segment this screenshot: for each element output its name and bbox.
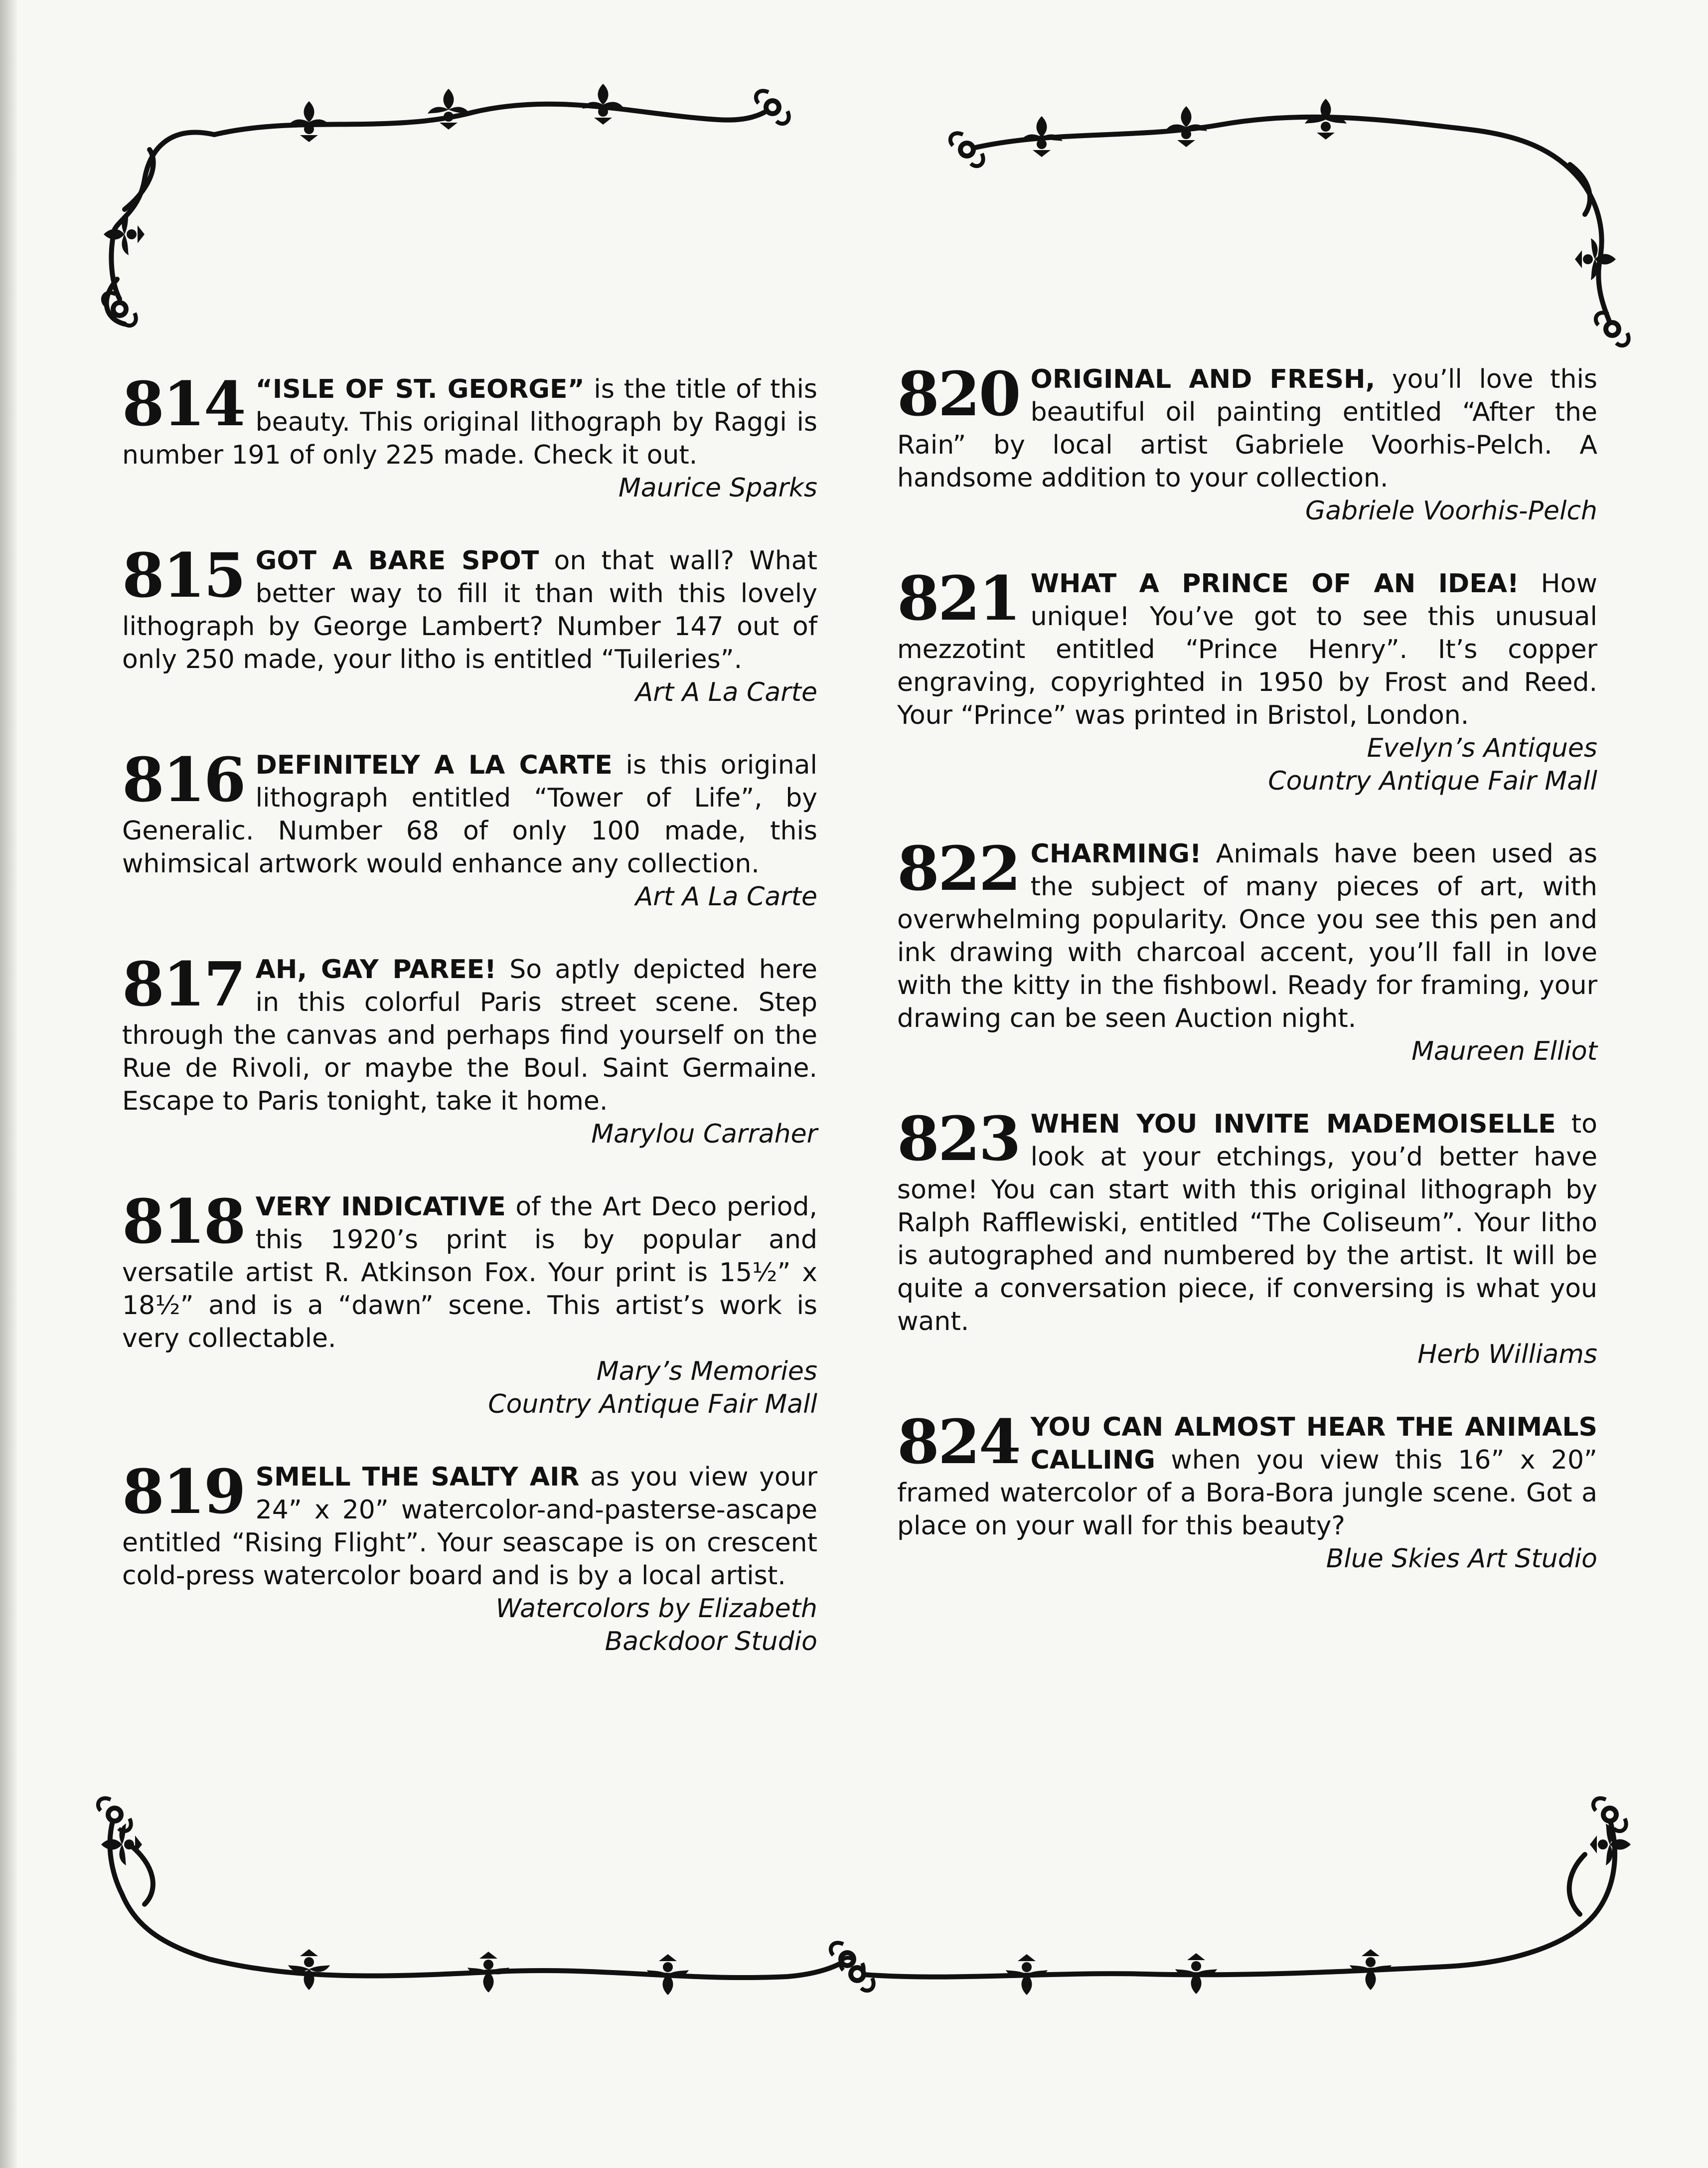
item-headline: CHARMING!: [1030, 839, 1202, 869]
auction-item-824: [897, 1406, 1597, 1575]
top-left-scroll-ornament: [107, 104, 773, 324]
item-headline: GOT A BARE SPOT: [255, 546, 539, 576]
item-donor: Blue Skies Art Studio: [1326, 1544, 1597, 1574]
auction-item-820: [897, 358, 1597, 527]
auction-item-814: [122, 368, 817, 504]
item-donor-location: Backdoor Studio: [605, 1627, 817, 1657]
item-description: is this original lithograph entitled “Tower of Life”, by Generalic. Number 68 of only 100 made, this whimsical artwork would enhance any collection.: [122, 750, 817, 879]
item-headline: WHEN YOU INVITE MADEMOISELLE: [1030, 1109, 1556, 1139]
item-headline: YOU CAN ALMOST HEAR THE ANIMALS CALLING: [1030, 1412, 1597, 1475]
item-donor: Marylou Carraher: [591, 1119, 817, 1149]
item-description: of the Art Deco period, this 1920’s print is by popular and versatile artist R. Atkinson Fox. Your print is 15½” x 18½” and is a “dawn” scene. This artist’s work is very collectable.: [122, 1192, 817, 1353]
item-number: 821: [897, 562, 1020, 634]
item-donor: Gabriele Voorhis-Pelch: [1305, 496, 1597, 526]
item-donor-location: Country Antique Fair Mall: [1268, 766, 1597, 796]
item-donor: Evelyn’s Antiques: [1367, 733, 1597, 763]
item-description: So aptly depicted here in this colorful Paris street scene. Step through the canvas and perhaps find yourself on the Rue de Rivoli, or maybe the Boul. Saint Germaine. Escape to Paris tonight, take it home.: [122, 955, 817, 1116]
item-description: you’ll love this beautiful oil painting entitled “After the Rain” by local artist Gabriele Voorhis-Pelch. A handsome addition to your collection.: [897, 364, 1597, 493]
item-headline: WHAT A PRINCE OF AN IDEA!: [1030, 569, 1519, 599]
item-headline: SMELL THE SALTY AIR: [255, 1462, 580, 1492]
item-headline: “ISLE OF ST. GEORGE”: [255, 374, 585, 404]
item-description: as you view your 24” x 20” watercolor-and-pasterse-ascape entitled “Rising Flight”. Your seascape is on crescent cold-press watercolor board and is by a local artist.: [122, 1462, 817, 1591]
item-number: 824: [897, 1406, 1020, 1478]
item-donor: Herb Williams: [1417, 1339, 1597, 1369]
item-description: How unique! You’ve got to see this unusual mezzotint entitled “Prince Henry”. It’s copper engraving, copyrighted in 1950 by Frost and Reed. Your “Prince” was printed in Bristol, London.: [897, 569, 1597, 730]
item-donor: Maureen Elliot: [1411, 1036, 1597, 1066]
item-description: to look at your etchings, you’d better have some! You can start with this original lithograph by Ralph Rafflewiski, entitled “The Coliseum”. Your litho is autographed and numbered by the artist. It will be quite a conversation piece, if conversing is what you want.: [897, 1109, 1597, 1336]
item-donor: Mary’s Memories: [596, 1356, 817, 1386]
auction-item-822: [897, 833, 1597, 1068]
item-description: Animals have been used as the subject of many pieces of art, with overwhelming popularity. Once you see this pen and ink drawing with charcoal accent, you’ll fall in love with the kitty in the fishbowl. Ready for framing, your drawing can be seen Auction night.: [897, 839, 1597, 1033]
item-headline: VERY INDICATIVE: [255, 1192, 506, 1222]
auction-item-816: [122, 744, 817, 913]
item-number: 822: [897, 833, 1020, 904]
item-number: 814: [122, 368, 245, 440]
item-description: is the title of this beauty. This original lithograph by Raggi is number 191 of only 225 made. Check it out.: [122, 374, 817, 470]
item-donor: Art A La Carte: [635, 882, 817, 912]
auction-item-817: [122, 948, 817, 1151]
item-donor-location: Country Antique Fair Mall: [488, 1389, 817, 1419]
item-number: 818: [122, 1185, 245, 1257]
bottom-left-scroll-ornament: [110, 1815, 847, 1978]
item-description: when you view this 16” x 20” framed watercolor of a Bora-Bora jungle scene. Got a place on your wall for this beauty?: [897, 1445, 1597, 1541]
item-number: 820: [897, 358, 1020, 430]
item-number: 823: [897, 1103, 1020, 1174]
item-donor: Maurice Sparks: [618, 473, 817, 503]
item-number: 815: [122, 539, 245, 611]
left-column: [122, 368, 817, 1698]
item-description: on that wall? What better way to fill it than with this lovely lithograph by George Lambert? Number 147 out of only 250 made, your litho is entitled “Tuileries”.: [122, 546, 817, 674]
right-column: [897, 358, 1597, 1615]
auction-item-815: [122, 539, 817, 709]
auction-item-823: [897, 1103, 1597, 1371]
auction-item-821: [897, 562, 1597, 798]
item-headline: ORIGINAL AND FRESH,: [1030, 364, 1376, 394]
item-headline: DEFINITELY A LA CARTE: [255, 750, 613, 780]
auction-item-819: [122, 1456, 817, 1658]
auction-item-818: [122, 1185, 817, 1421]
item-donor: Watercolors by Elizabeth: [495, 1594, 817, 1624]
item-donor: Art A La Carte: [635, 677, 817, 707]
bottom-right-scroll-ornament: [857, 1820, 1615, 1977]
top-right-scroll-ornament: [967, 117, 1612, 329]
item-number: 817: [122, 948, 245, 1020]
item-number: 816: [122, 744, 245, 816]
item-number: 819: [122, 1456, 245, 1527]
item-headline: AH, GAY PAREE!: [255, 955, 496, 985]
